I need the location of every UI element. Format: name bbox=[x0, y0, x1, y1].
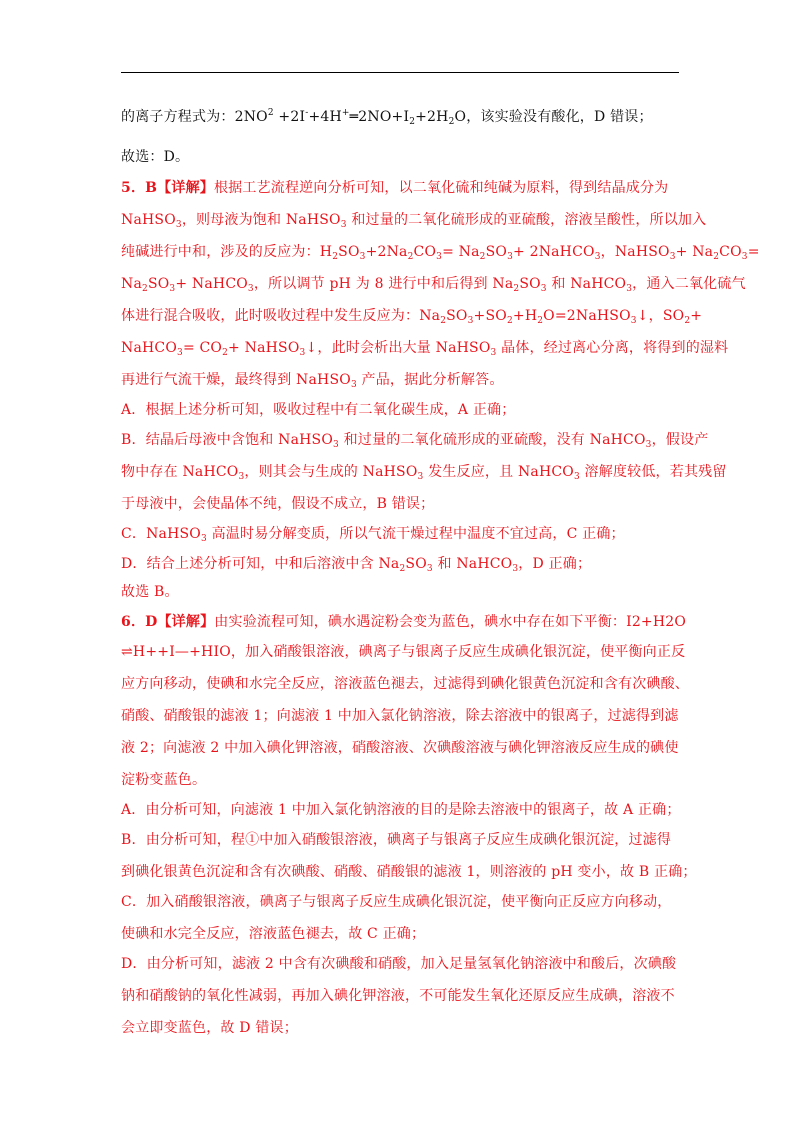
text-line: D．由分析可知，滤液 2 中含有次碘酸和硝酸，加入足量氢氧化钠溶液中和酸后，次碘酸 bbox=[121, 956, 677, 972]
text-line: $Na_2SO_3+$ NaHCO$_3$，所以调节 pH 为 8 进行中和后得到 $Na_2SO_3$ 和 NaHCO$_3$，通入二氧化硫气 bbox=[121, 276, 746, 294]
text-line: 硝酸、硝酸银的滤液 1；向滤液 1 中加入氯化钠溶液，除去溶液中的银离子，过滤得到滤 bbox=[121, 708, 679, 724]
text-line: B．由分析可知，程①中加入硝酸银溶液，碘离子与银离子反应生成碘化银沉淀，过滤得 bbox=[121, 832, 672, 848]
text-line: A．由分析可知，向滤液 1 中加入氯化钠溶液的目的是除去溶液中的银离子，故 A 正确； bbox=[121, 802, 681, 818]
header-rule bbox=[121, 72, 679, 73]
text-line: ⇌H++I—+HIO，加入硝酸银溶液，碘离子与银离子反应生成碘化银沉淀，使平衡向正反 bbox=[121, 644, 686, 660]
text-line: 体进行混合吸收，此时吸收过程中发生反应为：$Na_2SO_3+SO_2+H_2O=2NaHSO_3↓$，$SO_2+$ bbox=[121, 308, 703, 326]
text-line: A．根据上述分析可知，吸收过程中有二氧化碳生成，A 正确； bbox=[121, 402, 516, 418]
text-line: 的离子方程式为：$2NO^2$ $+2I^-+4H^+═2NO+I_2+2H_2O$，该实验没有酸化，D 错误； bbox=[121, 108, 653, 127]
text-line: 再进行气流干燥，最终得到 NaHSO$_3$ 产品，据此分析解答。 bbox=[121, 372, 504, 390]
text-line: B．结晶后母液中含饱和 NaHSO$_3$ 和过量的二氧化硫形成的亚硫酸，没有 NaHCO$_3$，假设产 bbox=[121, 432, 709, 450]
text-line: 到碘化银黄色沉淀和含有次碘酸、硝酸、硝酸银的滤液 1，则溶液的 pH 变小，故 B 正确； bbox=[121, 864, 697, 880]
text-line: 故选：D。 bbox=[121, 149, 190, 165]
text-line: 会立即变蓝色，故 D 错误； bbox=[121, 1020, 298, 1036]
text-line: 使碘和水完全反应，溶液蓝色褪去，故 C 正确； bbox=[121, 926, 426, 942]
text-line: 6．D【详解】由实验流程可知，碘水遇淀粉会变为蓝色，碘水中存在如下平衡：I2+H2O bbox=[121, 614, 687, 630]
text-line: 5．B【详解】根据工艺流程逆向分析可知，以二氧化硫和纯碱为原料，得到结晶成分为 bbox=[121, 180, 669, 196]
text-line: 故选 B。 bbox=[121, 584, 179, 600]
text-line: 物中存在 NaHCO$_3$，则其会与生成的 NaHSO$_3$ 发生反应，且 NaHCO$_3$ 溶解度较低，若其残留 bbox=[121, 464, 727, 482]
text-line: 淀粉变蓝色。 bbox=[121, 772, 207, 788]
text-line: NaHCO$_3$= $CO_2+$ NaHSO$_3$↓，此时会析出大量 NaHSO$_3$ 晶体，经过离心分离，将得到的湿料 bbox=[121, 340, 729, 358]
text-line: NaHSO$_3$，则母液为饱和 NaHSO$_3$ 和过量的二氧化硫形成的亚硫酸，溶液呈酸性，所以加入 bbox=[121, 212, 707, 230]
text-line: 液 2；向滤液 2 中加入碘化钾溶液，硝酸溶液、次碘酸溶液与碘化钾溶液反应生成的碘使 bbox=[121, 740, 679, 756]
text-line: C．加入硝酸银溶液，碘离子与银离子反应生成碘化银沉淀，使平衡向正反应方向移动， bbox=[121, 894, 672, 910]
text-line: 于母液中，会使晶体不纯，假设不成立，B 错误； bbox=[121, 496, 435, 512]
text-line: 钠和硝酸钠的氧化性减弱，再加入碘化钾溶液，不可能发生氧化还原反应生成碘，溶液不 bbox=[121, 988, 675, 1004]
text-line: 应方向移动，使碘和水完全反应，溶液蓝色褪去，过滤得到碘化银黄色沉淀和含有次碘酸、 bbox=[121, 676, 689, 692]
text-line: 纯碱进行中和，涉及的反应为：$H_2SO_3+2Na_2CO_3= Na_2SO_3+$ 2NaHCO$_3$，NaHSO$_3$+ $Na_2CO_3=$ bbox=[121, 244, 760, 262]
text-line: D．结合上述分析可知，中和后溶液中含 $Na_2SO_3$ 和 NaHCO$_3$，D 正确； bbox=[121, 556, 592, 574]
text-line: C．NaHSO$_3$ 高温时易分解变质，所以气流干燥过程中温度不宜过高，C 正确； bbox=[121, 526, 625, 544]
